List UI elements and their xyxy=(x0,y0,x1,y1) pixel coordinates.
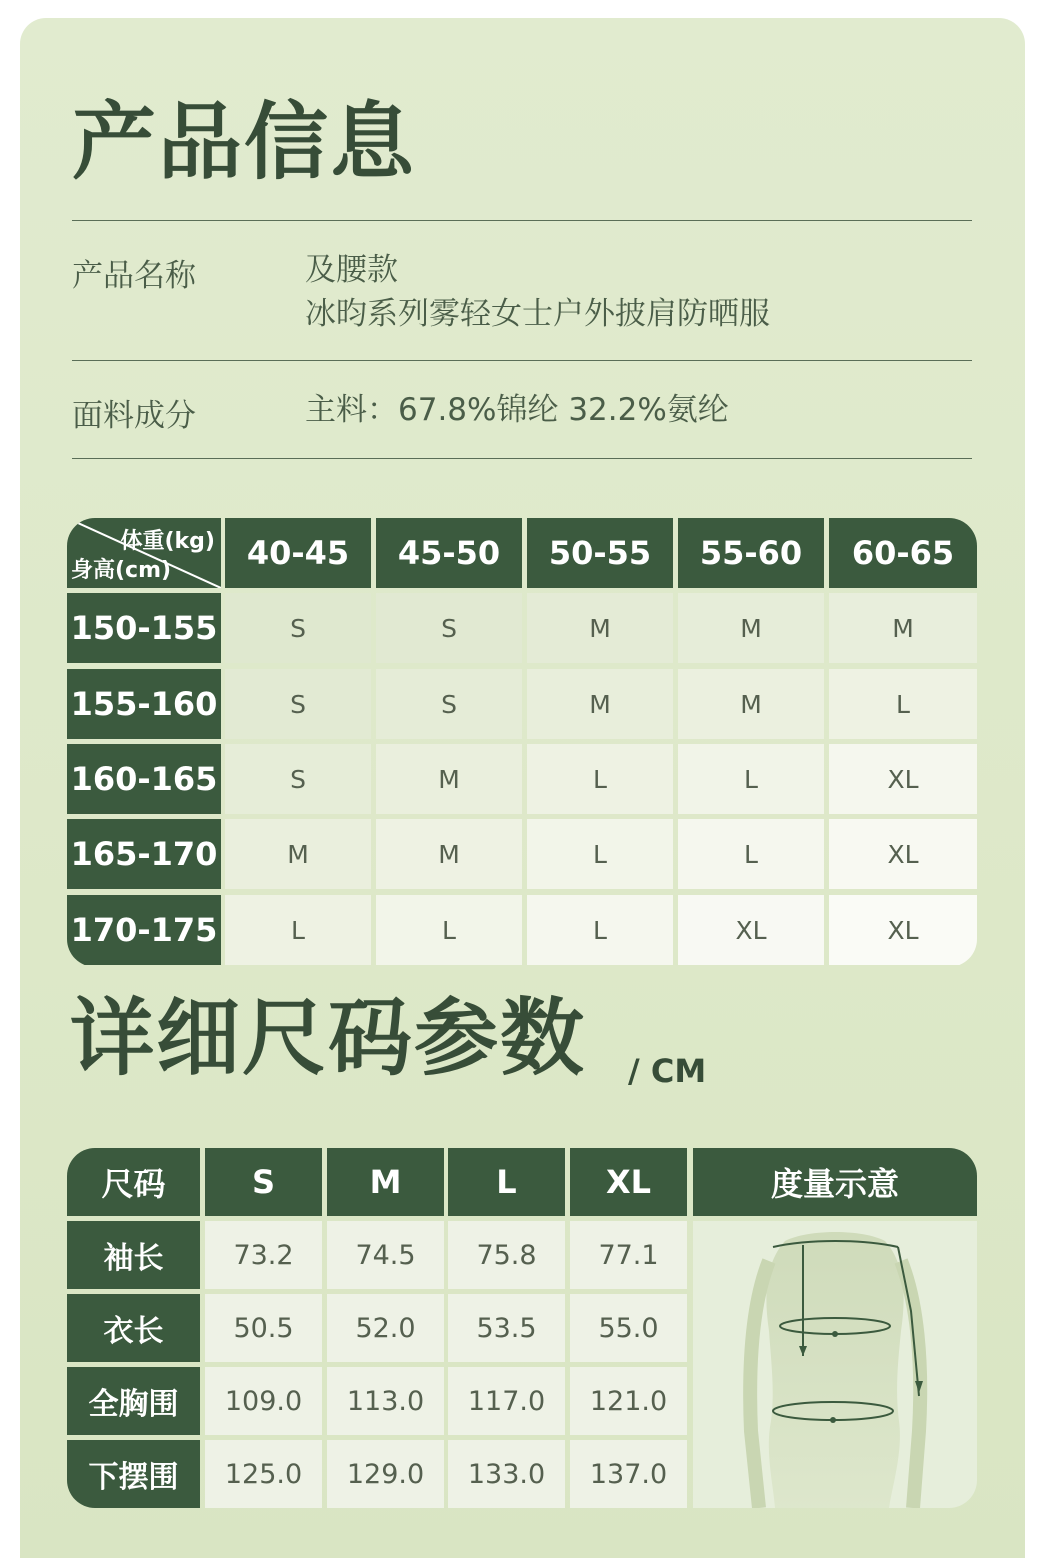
size-cell: XL xyxy=(829,744,977,814)
size-cell: S xyxy=(225,669,371,739)
measurement-cell: 73.2 xyxy=(205,1221,322,1289)
size-cell: L xyxy=(527,744,673,814)
weight-axis-label: 体重(kg) xyxy=(120,529,215,554)
size-header-xl: XL xyxy=(570,1148,687,1216)
height-row-header: 155-160 xyxy=(67,669,221,739)
size-corner-header: 尺码 xyxy=(67,1148,200,1216)
size-cell: M xyxy=(829,593,977,663)
weight-header-3: 55-60 xyxy=(678,518,824,588)
size-cell: M xyxy=(527,669,673,739)
measurement-row-header: 衣长 xyxy=(67,1294,200,1362)
size-cell: XL xyxy=(829,819,977,889)
size-cell: M xyxy=(376,744,522,814)
size-header-l: L xyxy=(448,1148,565,1216)
measurement-cell: 74.5 xyxy=(327,1221,444,1289)
diagram-header: 度量示意 xyxy=(693,1148,977,1216)
measurement-cell: 55.0 xyxy=(570,1294,687,1362)
measurement-cell: 129.0 xyxy=(327,1440,444,1508)
page-title: 产品信息 xyxy=(72,93,417,191)
size-cell: XL xyxy=(829,895,977,965)
measurement-cell: 113.0 xyxy=(327,1367,444,1435)
size-cell: M xyxy=(678,669,824,739)
table-corner-cell xyxy=(67,518,221,588)
product-name-value xyxy=(305,248,770,336)
measurement-cell: 52.0 xyxy=(327,1294,444,1362)
product-name-line1: 及腰款 xyxy=(305,252,398,288)
measurement-cell: 125.0 xyxy=(205,1440,322,1508)
size-cell: L xyxy=(829,669,977,739)
detail-title: 详细尺码参数 xyxy=(70,989,587,1087)
measurement-row-header: 袖长 xyxy=(67,1221,200,1289)
fabric-value: 主料：67.8%锦纶 32.2%氨纶 xyxy=(305,392,729,428)
unit-label: / CM xyxy=(628,1052,707,1090)
weight-header-2: 50-55 xyxy=(527,518,673,588)
size-cell: L xyxy=(225,895,371,965)
size-cell: M xyxy=(225,819,371,889)
detail-size-table xyxy=(67,1148,977,1508)
measurement-cell: 137.0 xyxy=(570,1440,687,1508)
divider xyxy=(72,360,972,361)
size-cell: S xyxy=(376,593,522,663)
size-cell: L xyxy=(678,819,824,889)
height-row-header: 150-155 xyxy=(67,593,221,663)
size-recommendation-table xyxy=(67,518,977,967)
size-cell: XL xyxy=(678,895,824,965)
measurement-cell: 75.8 xyxy=(448,1221,565,1289)
height-row-header: 160-165 xyxy=(67,744,221,814)
size-cell: L xyxy=(376,895,522,965)
weight-header-0: 40-45 xyxy=(225,518,371,588)
height-row-header: 165-170 xyxy=(67,819,221,889)
measurement-cell: 77.1 xyxy=(570,1221,687,1289)
size-cell: S xyxy=(376,669,522,739)
measurement-diagram xyxy=(693,1221,977,1508)
size-header-s: S xyxy=(205,1148,322,1216)
measurement-row-header: 下摆围 xyxy=(67,1440,200,1508)
height-axis-label: 身高(cm) xyxy=(71,558,172,583)
measurement-cell: 117.0 xyxy=(448,1367,565,1435)
size-cell: S xyxy=(225,593,371,663)
product-name-label: 产品名称 xyxy=(72,258,196,294)
measurement-row-header: 全胸围 xyxy=(67,1367,200,1435)
size-cell: L xyxy=(678,744,824,814)
divider xyxy=(72,220,972,221)
measurement-cell: 133.0 xyxy=(448,1440,565,1508)
size-cell: L xyxy=(527,895,673,965)
measurement-cell: 121.0 xyxy=(570,1367,687,1435)
size-cell: L xyxy=(527,819,673,889)
size-cell: M xyxy=(678,593,824,663)
product-name-line2: 冰昀系列雾轻女士户外披肩防晒服 xyxy=(305,296,770,332)
body-silhouette-icon xyxy=(693,1221,977,1508)
height-row-header: 170-175 xyxy=(67,895,221,965)
measurement-cell: 109.0 xyxy=(205,1367,322,1435)
weight-header-1: 45-50 xyxy=(376,518,522,588)
divider xyxy=(72,458,972,459)
weight-header-4: 60-65 xyxy=(829,518,977,588)
measurement-cell: 50.5 xyxy=(205,1294,322,1362)
size-cell: S xyxy=(225,744,371,814)
measurement-cell: 53.5 xyxy=(448,1294,565,1362)
size-header-m: M xyxy=(327,1148,444,1216)
size-cell: M xyxy=(527,593,673,663)
size-cell: M xyxy=(376,819,522,889)
fabric-label: 面料成分 xyxy=(72,398,196,434)
